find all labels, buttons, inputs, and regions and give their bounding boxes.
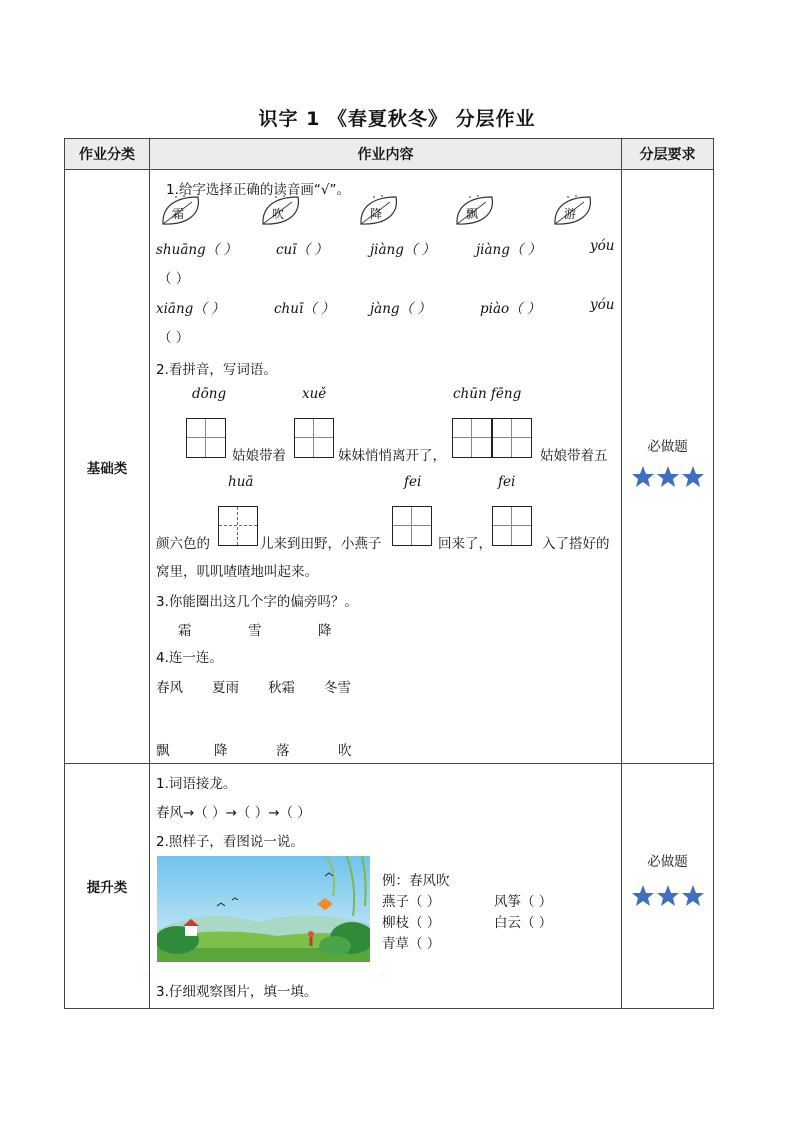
pinyin-hint: dōng [192, 386, 227, 402]
tianzige-box[interactable] [294, 418, 334, 458]
requirement-advanced [622, 764, 714, 1009]
leaf-icon [552, 194, 596, 228]
table-header-row [65, 139, 714, 170]
match-bottom-item[interactable]: 飘 [156, 743, 170, 759]
leaf-char: 吹 [272, 207, 285, 221]
sentence-text: 回来了， [438, 536, 492, 552]
header-requirement: 分层要求 [622, 139, 714, 170]
leaf-char: 游 [564, 207, 577, 221]
question-2: 2.照样子，看图说一说。 [156, 834, 304, 850]
fill-item[interactable]: 白云（ ） [494, 915, 553, 931]
match-bottom-item[interactable]: 落 [276, 743, 290, 759]
question-4: 4.连一连。 [156, 650, 223, 666]
pinyin-hint: fei [404, 474, 422, 490]
pinyin-option: chuī（ ） [274, 301, 335, 317]
question-3: 3.你能圈出这几个字的偏旁吗？。 [156, 594, 358, 610]
sentence-text: 姑娘带着五 [540, 448, 608, 464]
question-3: 3.仔细观察图片，填一填。 [156, 984, 318, 1000]
fill-item[interactable]: 青草（ ） [382, 936, 441, 952]
header-content: 作业内容 [150, 139, 622, 170]
difficulty-stars [631, 884, 705, 912]
radical-char[interactable]: 降 [318, 623, 332, 639]
leaf-icon [260, 194, 304, 228]
tianzige-box[interactable] [186, 418, 226, 458]
leaf-icon [454, 194, 498, 228]
category-basic: 基础类 [65, 170, 150, 764]
question-2: 2.看拼音，写词语。 [156, 362, 277, 378]
fill-item[interactable]: 柳枝（ ） [382, 915, 441, 931]
pinyin-option: shuāng（ ） [156, 242, 237, 258]
tianzige-box[interactable] [492, 506, 532, 546]
match-bottom-item[interactable]: 吹 [338, 743, 352, 759]
question-1: 1.词语接龙。 [156, 776, 237, 792]
homework-table [64, 138, 714, 1009]
pinyin-option: piào（ ） [480, 301, 541, 317]
pinyin-option: yóu [590, 297, 615, 313]
requirement-label: 必做题 [647, 438, 688, 455]
category-advanced: 提升类 [65, 764, 150, 1009]
pinyin-hint: huā [228, 474, 254, 490]
requirement-basic [622, 170, 714, 764]
star-icon [632, 885, 654, 906]
sentence-text: 颜六色的 [156, 536, 210, 552]
leaf-char: 霜 [172, 207, 185, 221]
example-text: 例：春风吹 [382, 873, 450, 889]
table-row-basic [65, 170, 714, 764]
leaf-icon [160, 194, 204, 228]
star-icon [657, 885, 679, 906]
pinyin-option: yóu [590, 238, 615, 254]
pinyin-option: jiàng（ ） [370, 242, 436, 258]
pinyin-hint: fei [498, 474, 516, 490]
pinyin-option: jiàng（ ） [476, 242, 542, 258]
tianzige-box[interactable] [452, 418, 492, 458]
pinyin-blank: （ ） [158, 330, 190, 346]
sentence-text: 入了搭好的 [542, 536, 610, 552]
star-icon [657, 466, 679, 487]
word-chain: 春风→（ ）→（ ）→（ ） [156, 805, 311, 821]
difficulty-stars [631, 465, 705, 493]
star-icon [682, 466, 704, 487]
header-category: 作业分类 [65, 139, 150, 170]
tianzige-box[interactable] [392, 506, 432, 546]
sentence-text: 姑娘带着 [232, 448, 286, 464]
content-advanced [150, 764, 622, 1009]
question-1: 1.给字选择正确的读音画“√”。 [166, 182, 350, 198]
match-top-item[interactable]: 春风 [156, 680, 183, 696]
pinyin-blank: （ ） [158, 271, 190, 287]
pinyin-hint: xuě [302, 386, 327, 402]
page-title: 识字 1 《春夏秋冬》 分层作业 [258, 108, 536, 130]
match-top-item[interactable]: 冬雪 [324, 680, 351, 696]
pinyin-option: xiāng（ ） [156, 301, 225, 317]
match-top-item[interactable]: 夏雨 [212, 680, 239, 696]
sentence-text: 妹妹悄悄离开了， [338, 448, 446, 464]
radical-char[interactable]: 雪 [248, 623, 262, 639]
requirement-label: 必做题 [647, 854, 688, 870]
content-basic [150, 170, 622, 764]
leaf-icon [358, 194, 402, 228]
pinyin-hint: chūn fēng [453, 386, 522, 402]
tianzige-box[interactable] [218, 506, 258, 546]
sentence-text: 窝里，叽叽喳喳地叫起来。 [156, 564, 318, 580]
match-bottom-item[interactable]: 降 [214, 743, 228, 759]
pinyin-option: cuī（ ） [276, 242, 328, 258]
match-top-item[interactable]: 秋霜 [268, 680, 295, 696]
pinyin-option: jàng（ ） [370, 301, 431, 317]
sentence-text: 儿来到田野，小燕子 [260, 536, 382, 552]
fill-item[interactable]: 风筝（ ） [494, 894, 553, 910]
tianzige-box[interactable] [492, 418, 532, 458]
star-icon [682, 885, 704, 906]
spring-scene-image [157, 856, 370, 962]
star-icon [632, 466, 654, 487]
leaf-char: 飘 [466, 207, 479, 221]
leaf-char: 降 [370, 207, 383, 221]
fill-item[interactable]: 燕子（ ） [382, 894, 441, 910]
radical-char[interactable]: 霜 [178, 623, 192, 639]
table-row-advanced [65, 764, 714, 1009]
